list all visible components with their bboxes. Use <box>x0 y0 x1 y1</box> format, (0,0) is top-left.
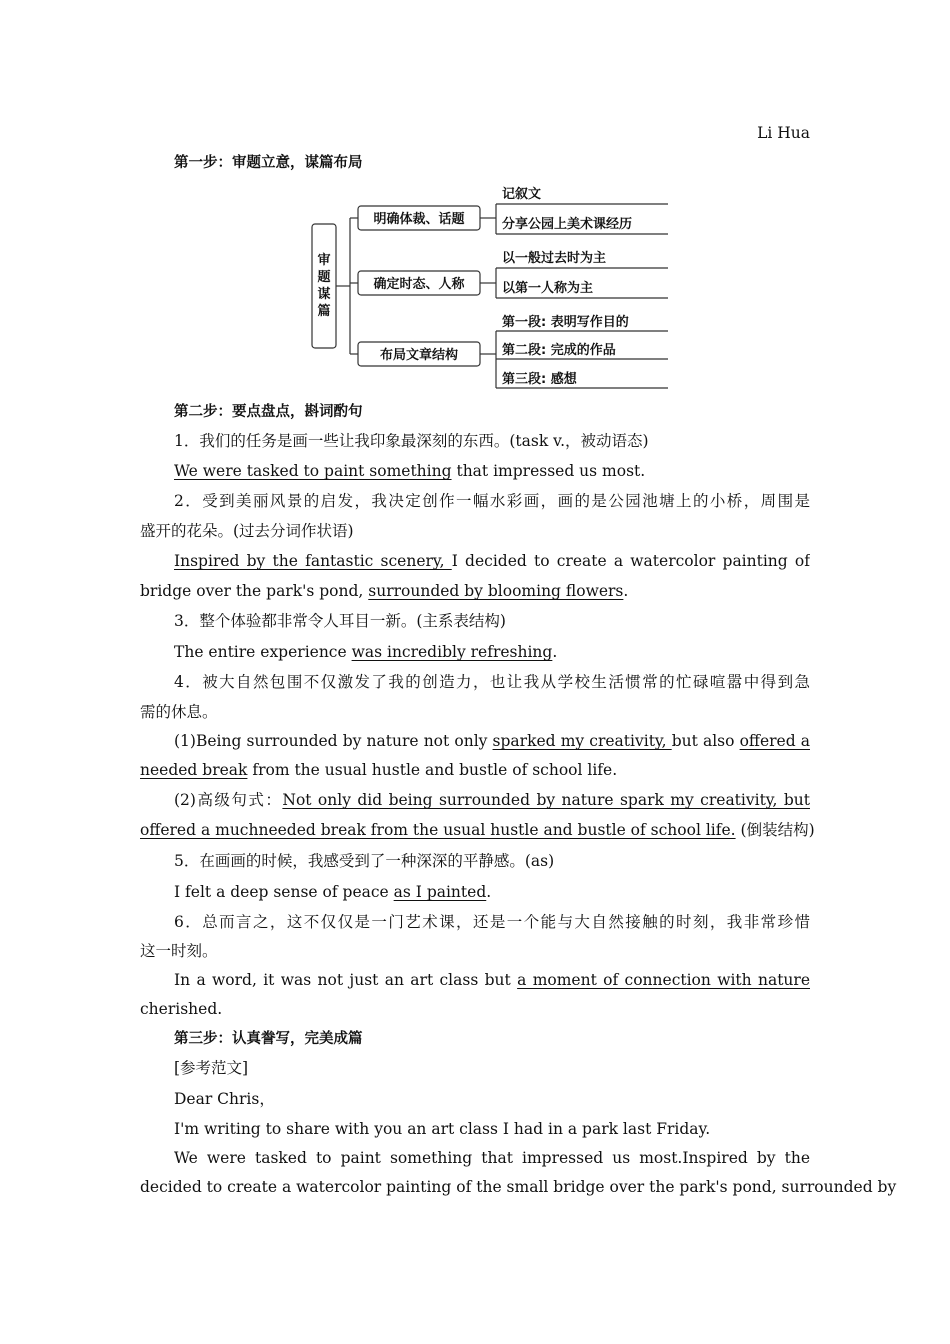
answer-blank: We were tasked to paint something <box>174 462 452 480</box>
diagram-item-1-1: 记叙文 <box>502 187 542 202</box>
item6-english-line1: In a word, it was not just an art class but a moment of connection with nature <box>174 971 810 989</box>
letter-paragraph-2-line2: decided to create a watercolor painting of the small bridge over the park's pond, surrounded by <box>140 1178 897 1196</box>
diagram-item-2-2: 以第一人称为主 <box>502 281 594 296</box>
answer-blank: offered a <box>739 732 810 750</box>
diagram-branch-3: 布局文章结构 <box>379 348 459 363</box>
signature: Li Hua <box>757 124 810 142</box>
item1-english: We were tasked to paint something that impressed us most. <box>174 462 646 480</box>
diagram-root-char-2: 题 <box>317 270 331 285</box>
diagram-item-2-1: 以一般过去时为主 <box>502 251 607 266</box>
letter-greeting: Dear Chris， <box>174 1090 275 1108</box>
diagram-root-char-3: 谋 <box>317 287 331 302</box>
structure-diagram <box>300 178 680 396</box>
letter-paragraph-1: I'm writing to share with you an art class I had in a park last Friday. <box>174 1120 711 1138</box>
answer-blank: needed break <box>140 761 248 779</box>
diagram-root-char-4: 篇 <box>317 304 331 319</box>
answer-blank: sparked my creativity, <box>492 732 672 750</box>
diagram-item-3-3: 第三段: 感想 <box>502 372 577 387</box>
answer-blank: surrounded by blooming flowers <box>368 582 624 600</box>
item5-chinese: 5．在画画的时候，我感受到了一种深深的平静感。(as) <box>174 852 555 870</box>
step1-title: 第一步：审题立意，谋篇布局 <box>174 155 363 171</box>
answer-blank: Inspired by the fantastic scenery, <box>174 552 452 570</box>
item4-answer2-line1: (2)高级句式：Not only did being surrounded by nature spark my creativity, but <box>174 789 810 811</box>
item2-chinese-line2: 盛开的花朵。(过去分词作状语) <box>140 522 354 540</box>
item2-english-line2: bridge over the park's pond, surrounded by blooming flowers. <box>140 582 629 600</box>
diagram-item-3-1: 第一段: 表明写作目的 <box>502 315 629 330</box>
diagram-item-1-2: 分享公园上美术课经历 <box>502 217 633 232</box>
answer-blank: as I painted <box>393 883 487 901</box>
answer-blank: Not only did being surrounded by nature spark my creativity, but <box>282 791 810 809</box>
item4-chinese-line2: 需的休息。 <box>140 703 218 721</box>
diagram-item-3-2: 第二段: 完成的作品 <box>502 343 616 358</box>
item4-answer2-line2: offered a muchneeded break from the usual hustle and bustle of school life. (倒装结构) <box>140 821 815 839</box>
diagram-root-char-1: 审 <box>317 253 331 268</box>
item3-chinese: 3．整个体验都非常令人耳目一新。(主系表结构) <box>174 612 506 630</box>
item2-chinese-line1: 2．受到美丽风景的启发，我决定创作一幅水彩画，画的是公园池塘上的小桥，周围是 <box>174 492 810 510</box>
answer-blank: was incredibly refreshing <box>351 643 553 661</box>
item1-chinese: 1．我们的任务是画一些让我印象最深刻的东西。(task v.，被动语态) <box>174 432 649 450</box>
item3-english: The entire experience was incredibly refreshing. <box>174 643 558 661</box>
step2-title: 第二步：要点盘点，斟词酌句 <box>174 404 363 420</box>
step3-title: 第三步：认真誊写，完美成篇 <box>174 1031 363 1047</box>
diagram-branch-1: 明确体裁、话题 <box>373 212 465 227</box>
reference-label: [参考范文] <box>174 1059 249 1077</box>
answer-blank: a moment of connection with nature <box>517 971 810 989</box>
item4-answer1-line2: needed break from the usual hustle and bustle of school life. <box>140 761 618 779</box>
item5-english: I felt a deep sense of peace as I painted. <box>174 883 492 901</box>
letter-paragraph-2-line1: We were tasked to paint something that impressed us most.Inspired by the <box>174 1149 810 1167</box>
diagram-branch-2: 确定时态、人称 <box>373 277 465 292</box>
diagram-root-box <box>312 224 336 348</box>
item2-english-line1: Inspired by the fantastic scenery, I decided to create a watercolor painting of <box>174 552 810 570</box>
answer-blank: offered a muchneeded break from the usual hustle and bustle of school life. <box>140 821 736 839</box>
item6-english-line2: cherished. <box>140 1000 223 1018</box>
item6-chinese-line1: 6．总而言之，这不仅仅是一门艺术课，还是一个能与大自然接触的时刻，我非常珍惜 <box>174 913 810 931</box>
item4-answer1-line1: (1)Being surrounded by nature not only sparked my creativity, but also offered a <box>174 730 810 752</box>
item4-chinese-line1: 4．被大自然包围不仅激发了我的创造力，也让我从学校生活惯常的忙碌喧嚣中得到急 <box>174 673 810 691</box>
item6-chinese-line2: 这一时刻。 <box>140 942 218 960</box>
